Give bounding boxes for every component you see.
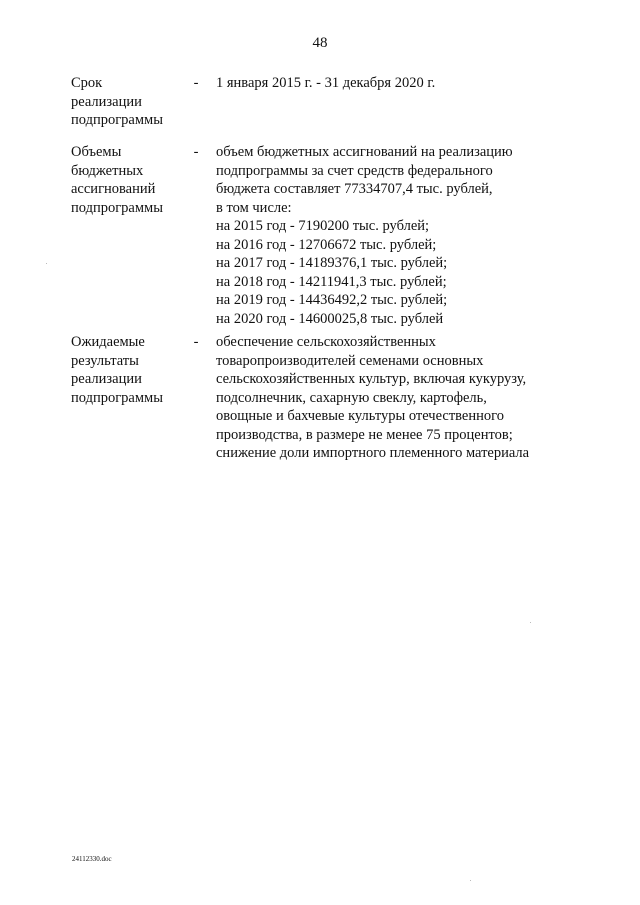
content-line: подпрограммы за счет средств федерального: [216, 162, 493, 179]
section-content: [216, 333, 566, 463]
section-content: [216, 74, 566, 93]
label-line: ассигнований: [71, 181, 156, 197]
content-line: объем бюджетных ассигнований на реализацию: [216, 144, 513, 160]
section-label: [71, 333, 189, 407]
section-dash: -: [193, 334, 199, 350]
content-line: на 2017 год - 14189376,1 тыс. рублей;: [216, 255, 448, 271]
label-line: подпрограммы: [71, 389, 163, 406]
section-content: [216, 143, 566, 328]
section-dash: -: [193, 144, 199, 160]
content-line: на 2018 год - 14211941,3 тыс. рублей;: [216, 273, 447, 290]
content-line: 1 января 2015 г. - 31 декабря 2020 г.: [216, 75, 436, 91]
footer-filename: 24112330.doc: [72, 855, 112, 863]
content-line: товаропроизводителей семенами основных: [216, 352, 484, 369]
label-line: реализации: [71, 371, 142, 387]
content-line: на 2019 год - 14436492,2 тыс. рублей;: [216, 292, 448, 308]
scan-speck: [46, 263, 47, 264]
label-line: Объемы: [71, 144, 122, 160]
scan-speck: [470, 880, 471, 881]
content-line: овощные и бахчевые культуры отечественного: [216, 408, 504, 424]
content-line: в том числе:: [216, 199, 292, 216]
label-line: подпрограммы: [71, 199, 163, 216]
section-label: [71, 74, 189, 130]
label-line: подпрограммы: [71, 112, 163, 128]
content-line: на 2020 год - 14600025,8 тыс. рублей: [216, 310, 444, 327]
content-line: на 2015 год - 7190200 тыс. рублей;: [216, 218, 430, 234]
scan-speck: [530, 622, 531, 623]
label-line: Ожидаемые: [71, 334, 145, 350]
content-line: обеспечение сельскохозяйственных: [216, 334, 436, 350]
content-line: на 2016 год - 12706672 тыс. рублей;: [216, 236, 437, 253]
label-line: бюджетных: [71, 162, 144, 179]
section-label: [71, 143, 189, 217]
page-number: 48: [312, 35, 328, 51]
label-line: Срок: [71, 75, 103, 91]
content-line: подсолнечник, сахарную свеклу, картофель,: [216, 389, 487, 406]
section-dash: -: [193, 75, 199, 91]
label-line: реализации: [71, 93, 142, 110]
content-line: сельскохозяйственных культур, включая кукурузу,: [216, 371, 527, 387]
content-line: снижение доли импортного племенного материала: [216, 445, 530, 461]
content-line: бюджета составляет 77334707,4 тыс. рублей,: [216, 181, 493, 197]
label-line: результаты: [71, 352, 139, 369]
content-line: производства, в размере не менее 75 процентов;: [216, 426, 513, 443]
